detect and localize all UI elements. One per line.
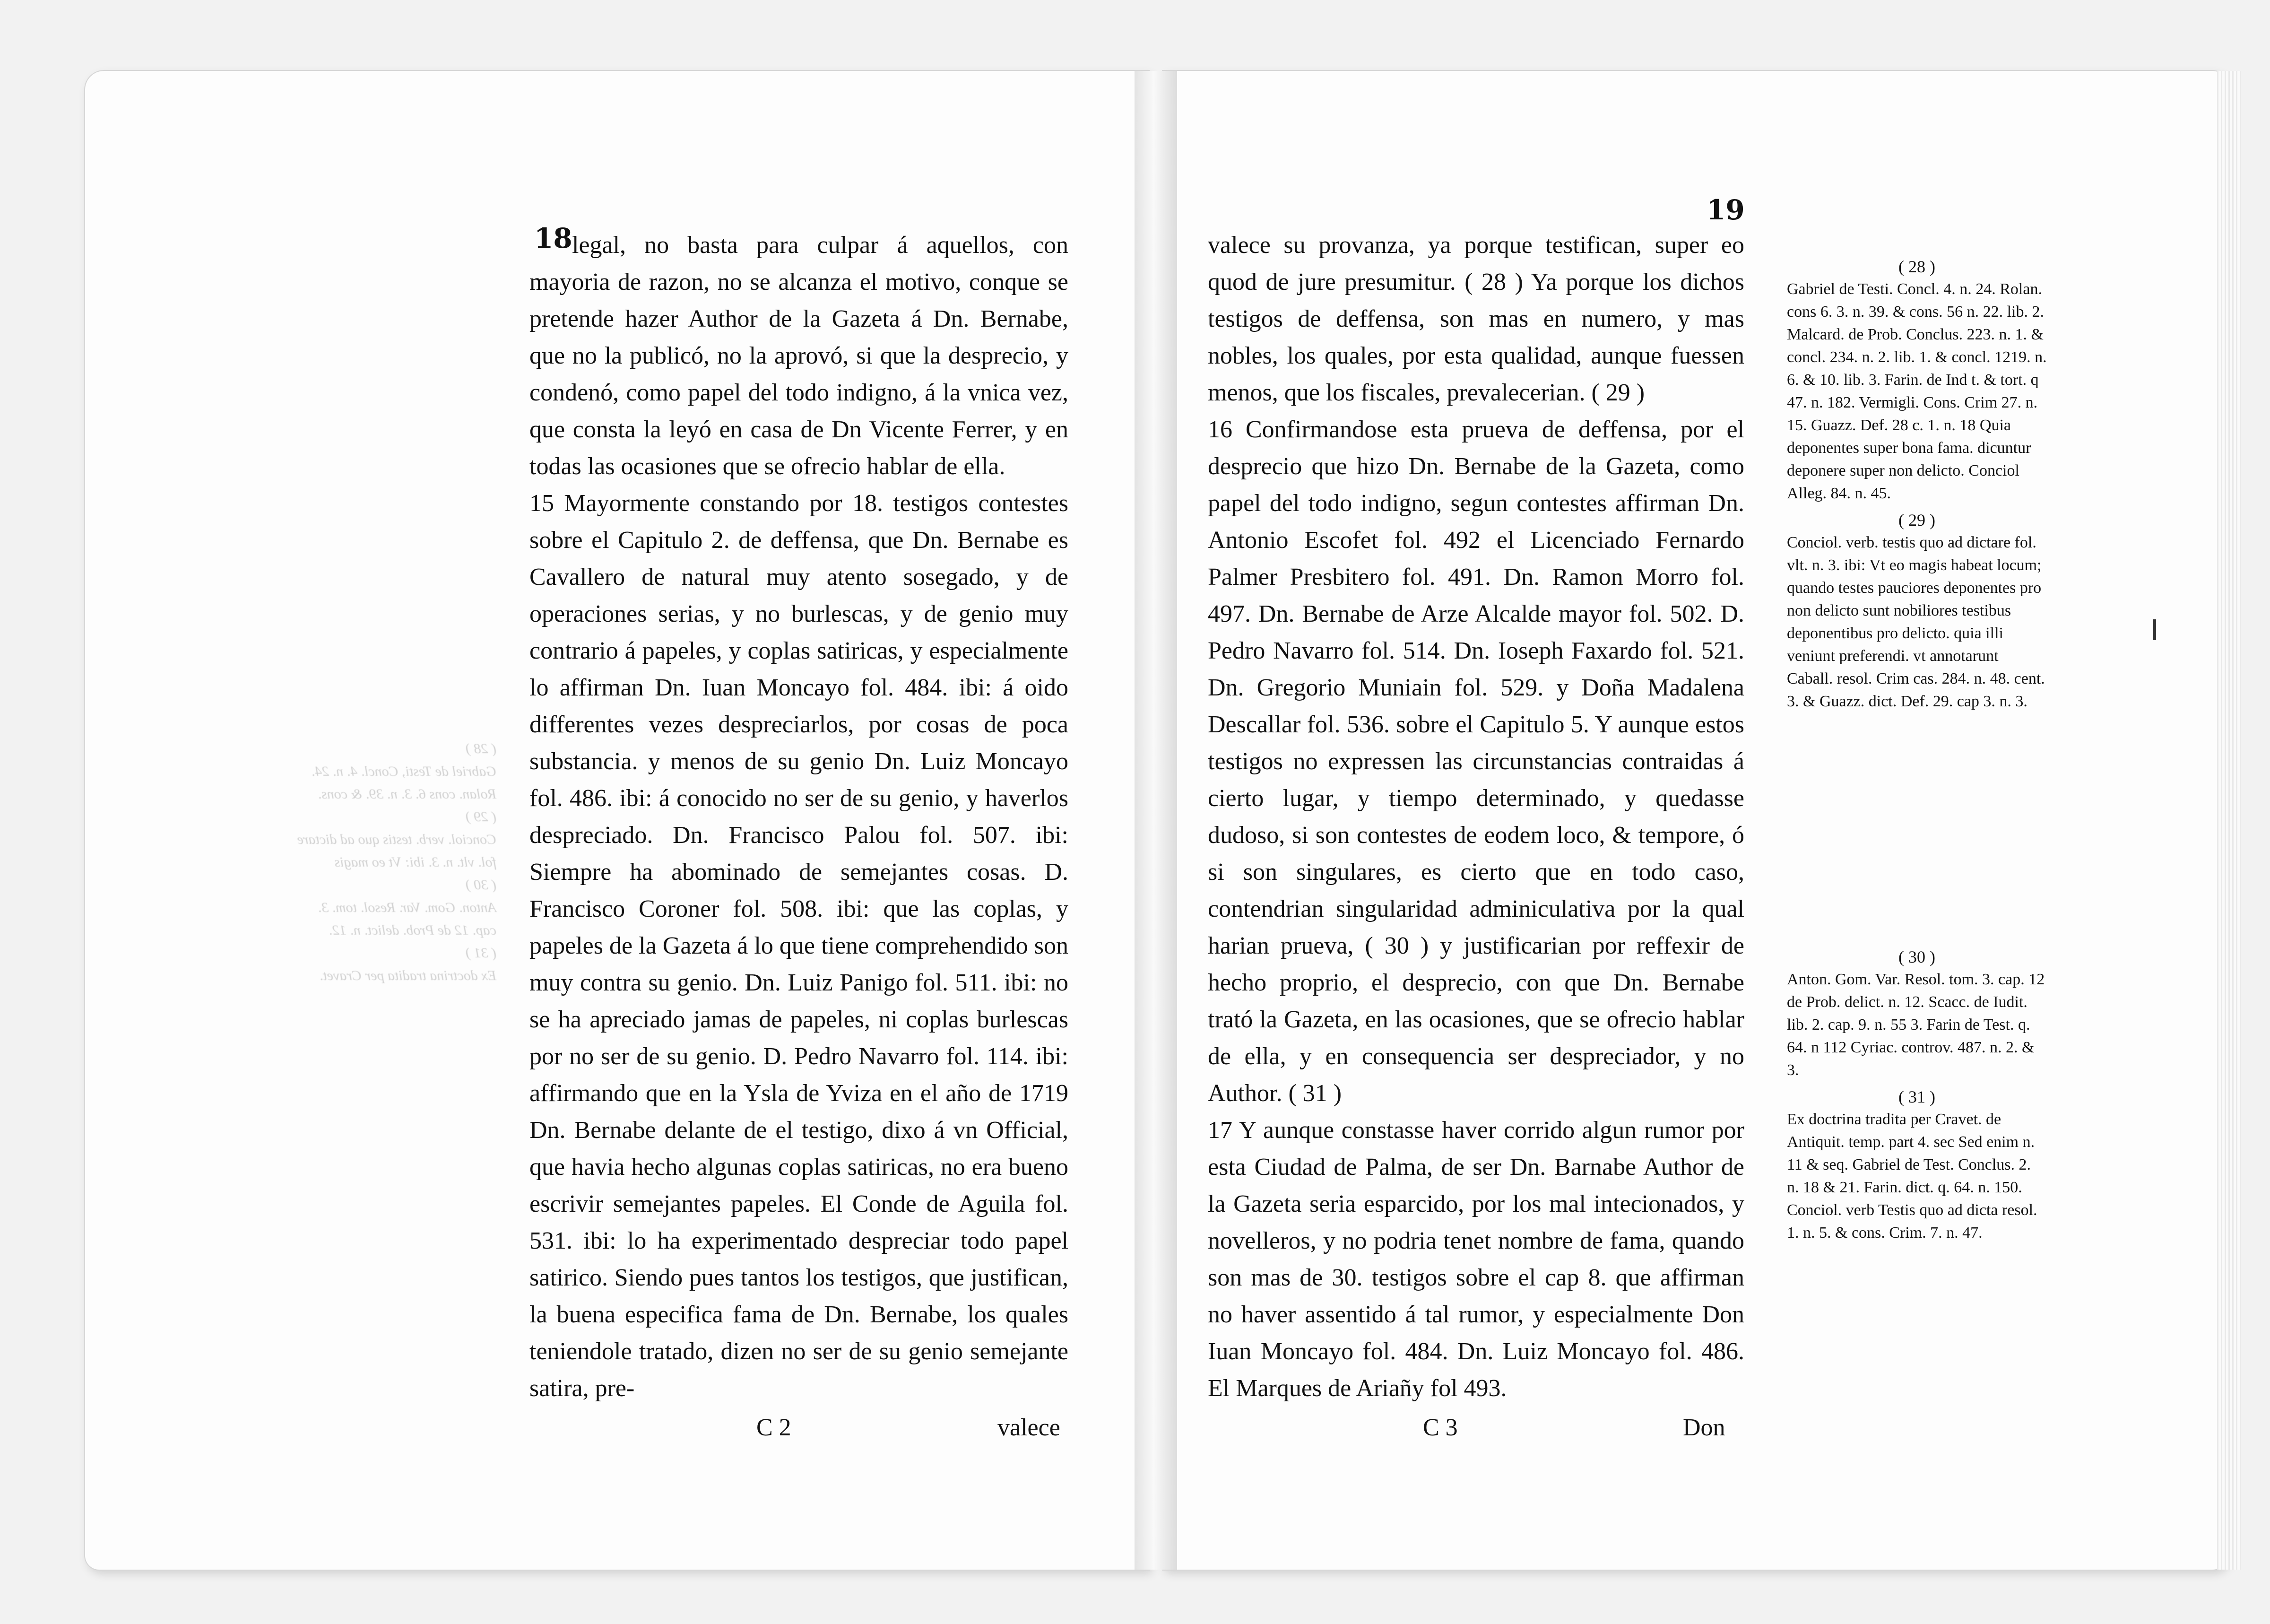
bleed-through-line: Anton. Gom. Var. Resol. tom. 3. xyxy=(318,900,496,915)
right-paragraph-16: 16 Confirmandose esta prueva de deffensa, por el desprecio que hizo Dn. Bernabe de la Gazeta, como papel del todo indigno, segun contestes affirman Dn. Antonio Escofet fol. 492 el Licenciado Fernardo Palmer Presbitero fol. 491. Dn. Ramon Morro fol. 497. Dn. Bernabe de Arze Alcalde mayor fol. 502. D. Pedro Navarro fol. 514. Dn. Ioseph Faxardo fol. 521. Dn. Gregorio Muniain fol. 529. y Doña Madalena Descallar fol. 536. sobre el Capitulo 5. Y aunque estos testigos no expressen las circunstancias contraidas á cierto lugar, y tiempo determinado, y quedasse dudoso, si son contestes de eodem loco, & tempore, ó si son singulares, es cierto que en todo caso, contendrian singularidad adminiculativa por la qual harian prueva, ( 30 ) y justificarian por reffexir de hecho proprio, el desprecio, con que Dn. Bernabe trató la Gazeta, en las ocasiones, que se ofrecio hablar de ella, y en consequencia ser despreciador, y no Author. ( 31 ) xyxy=(1208,416,1744,1107)
left-paragraph-15: 15 Mayormente constando por 18. testigos contestes sobre el Capitulo 2. de deffensa, que Dn. Bernabe es Cavallero de natural muy atento sosegado, y de operaciones serias, y no burlescas, y de genio muy contrario á papeles, y coplas satiricas, y especialmente lo affirman Dn. Iuan Moncayo fol. 484. ibi: á oido differentes vezes despreciarlos, por cosas de poca substancia. y menos de su genio Dn. Luiz Moncayo fol. 486. ibi: á conocido no ser de su genio, y haverlos despreciado. Dn. Francisco Palou fol. 507. ibi: Siempre ha abominado de semejantes cosas. D. Francisco Coroner fol. 508. ibi: que las coplas, y papeles de la Gazeta á lo que tiene comprehendido son muy contra su genio. Dn. Luiz Panigo fol. 511. ibi: no se ha apreciado jamas de papeles, ni coplas burlescas por no ser de su genio. D. Pedro Navarro fol. 114. ibi: affirmando que en la Ysla de Yviza en el año de 1719 Dn. Bernabe delante de el testigo, dixo á vn Official, que havia hecho algunas coplas satiricas, no era bueno escrivir semejantes papeles. El Conde de Aguila fol. 531. ibi: lo ha experimentado despreciar todo papel satirico. Siendo pues tantos los testigos, que justifican, la buena especifica fama de Dn. Bernabe, los quales teniendole tratado, dizen no ser de su genio semejante satira, pre- xyxy=(529,490,1068,1402)
bleed-through-line: ( 29 ) xyxy=(466,809,496,825)
bleed-through-line: Conciol. verb. testis quo ad dictare xyxy=(297,832,496,847)
left-main-text xyxy=(529,227,1068,1407)
note-28-text: Gabriel de Testi. Concl. 4. n. 24. Rolan. cons 6. 3. n. 39. & cons. 56 n. 22. lib. 2. Malcard. de Prob. Conclus. 223. n. 1. & concl. 234. n. 2. lib. 1. & concl. 1219. n. 6. & 10. lib. 3. Farin. de Ind t. & tort. q 47. n. 182. Vermigli. Cons. Crim 27. n. 15. Guazz. Def. 28 c. 1. n. 18 Quia deponentes super bona fama. dicuntur deponere super non delicto. Conciol Alleg. 84. n. 45. xyxy=(1787,280,2047,502)
right-page-number: 19 xyxy=(1707,194,1745,226)
note-30-number: ( 30 ) xyxy=(1898,947,1935,966)
right-paragraph-17: 17 Y aunque constasse haver corrido algun rumor por esta Ciudad de Palma, de ser Dn. Barnabe Author de la Gazeta seria esparcido, por los mal intecionados, y novelleros, y no podria tenet nombre de fama, quando son mas de 30. testigos sobre el cap 8. que affirman no haver assentido á tal rumor, y especialmente Don Iuan Moncayo fol. 484. Dn. Luiz Moncayo fol. 486. El Marques de Ariañy fol 493. xyxy=(1208,1117,1744,1402)
marginal-notes-upper xyxy=(1787,255,2047,717)
bleed-through-line: Gabriel de Testi, Concl. 4. n. 24. xyxy=(311,764,496,779)
right-main-text xyxy=(1208,227,1744,1407)
bleed-through-line: Ex doctrina tradita per Cravet. xyxy=(319,968,496,983)
note-31-text: Ex doctrina tradita per Cravet. de Antiquit. temp. part 4. sec Sed enim n. 11 & seq. Gabriel de Test. Conclus. 2. n. 18 & 21. Farin. dict. q. 64. n. 150. Conciol. verb Testis quo ad dicta resol. 1. n. 5. & cons. Crim. 7. n. 47. xyxy=(1787,1111,2037,1242)
bleed-through-line: ( 30 ) xyxy=(466,877,496,893)
left-page-number: 18 xyxy=(534,222,572,254)
right-catchword: Don xyxy=(1683,1414,1725,1441)
left-catchword: valece xyxy=(997,1414,1060,1441)
bleed-through-text xyxy=(189,738,496,987)
note-31 xyxy=(1787,1086,2047,1244)
book-gutter xyxy=(1135,71,1177,1570)
right-paragraph-continued: valece su provanza, ya porque testifican, super eo quod de jure presumitur. ( 28 ) Ya porque los dichos testigos de deffensa, son mas en numero, y mas nobles, los quales, por esta qualidad, aunque fuessen menos, que los fiscales, prevalecerian. ( 29 ) xyxy=(1208,232,1744,406)
bleed-through-line: cap. 12 de Prob. delict. n. 12. xyxy=(329,922,496,938)
bleed-through-line: Rolan. cons 6. 3. n. 39. & cons. xyxy=(318,786,496,802)
note-29-text: Conciol. verb. testis quo ad dictare fol. vlt. n. 3. ibi: Vt eo magis habeat locum; quando testes pauciores deponentes pro non delicto sunt nobiliores testibus deponentibus pro delicto. quia illi veniunt preferendi. vt annotarunt Caball. resol. Crim cas. 284. n. 48. cent. 3. & Guazz. dict. Def. 29. cap 3. n. 3. xyxy=(1787,534,2045,710)
bleed-through-line: ( 28 ) xyxy=(466,741,496,756)
note-29 xyxy=(1787,509,2047,713)
marginal-notes-lower xyxy=(1787,946,2047,1248)
left-paragraph-continued: legal, no basta para culpar á aquellos, con mayoria de razon, no se alcanza el motivo, conque se pretende hazer Author de la Gazeta á Dn. Bernabe, que no la publicó, no la aprovó, si que la desprecio, y condenó, como papel del todo indigno, á la vnica vez, que consta la leyó en casa de Dn Vicente Ferrer, y en todas las ocasiones que se ofrecio hablar de ella. xyxy=(529,232,1068,480)
note-28 xyxy=(1787,255,2047,505)
left-signature-mark: C 2 xyxy=(756,1414,791,1441)
page-edges xyxy=(2217,71,2241,1570)
note-29-number: ( 29 ) xyxy=(1898,511,1935,530)
note-30-text: Anton. Gom. Var. Resol. tom. 3. cap. 12 de Prob. delict. n. 12. Scacc. de Iudit. lib. 2. cap. 9. n. 55 3. Farin de Test. q. 64. n 112 Cyriac. controv. 487. n. 2. & 3. xyxy=(1787,971,2045,1079)
bleed-through-line: fol. vlt. n. 3. ibi: Vt eo magis xyxy=(334,854,496,870)
note-31-number: ( 31 ) xyxy=(1898,1087,1935,1106)
right-signature-mark: C 3 xyxy=(1423,1414,1458,1441)
margin-mark xyxy=(2153,619,2156,640)
note-28-number: ( 28 ) xyxy=(1898,257,1935,276)
note-30 xyxy=(1787,946,2047,1082)
bleed-through-line: ( 31 ) xyxy=(466,945,496,961)
